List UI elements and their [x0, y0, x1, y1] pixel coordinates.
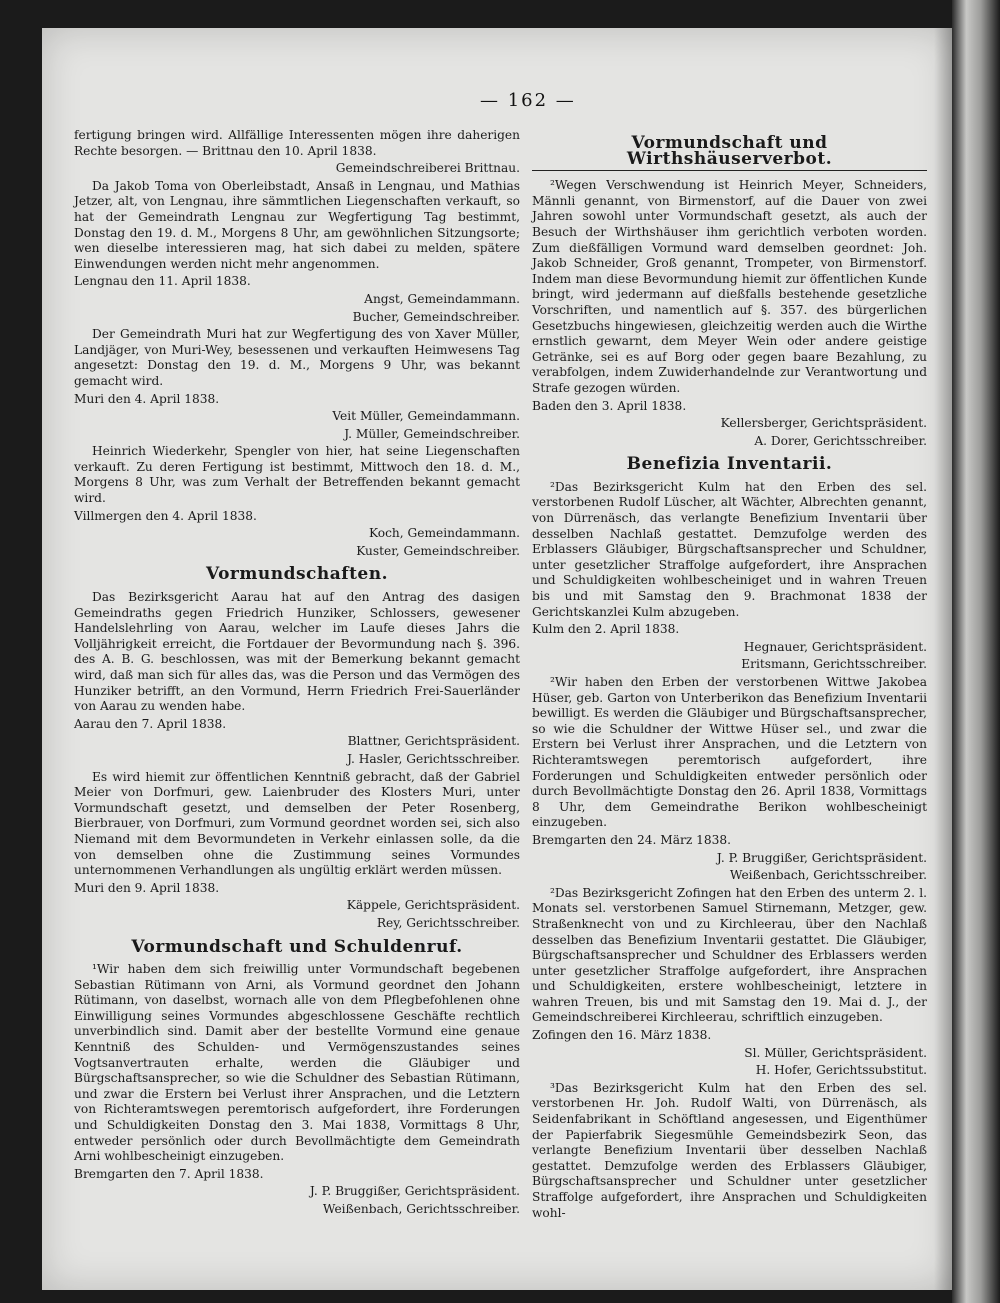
page-number: — 162 —: [480, 90, 576, 111]
section-heading: Vormundschaften.: [205, 564, 389, 585]
notice-paragraph: ²Das Bezirksgericht Zofingen hat den Erben des unterm 2. l. Monats sel. verstorbenen Samuel Stirnemann, Metzger, gew. Straßenknecht von und zu Kirchleerau, über den Nachlaß desselben das Benefizium Inventarii gestattet. Die Gläubiger, Bürgschaftsansprecher und Schuldner des Erblassers werden unter gesetzlicher Straffolge aufgefordert, ihre Ansprachen und Schuldigkeiten, erstere wohlbescheinigt, letztere in wahren Treuen, bis und mit Samstag den 19. Mai d. J., der Gemeindschreiberei Kirchleerau, schriftlich einzugeben.: [532, 885, 927, 1025]
notice-paragraph: Da Jakob Toma von Oberleibstadt, Ansaß in Lengnau, und Mathias Jetzer, alt, von Lengnau, ihre sämmtlichen Liegenschaften verkauft, so hat der Gemeindrath Lengnau zur Wegfertigung Tag bestimmt, Donstag den 19. d. M., Morgens 8 Uhr, am gewöhnlichen Sitzungsorte; wen dieselbe interessieren mag, hat sich dabei zu melden, spätere Einwendungen werden nicht mehr angenommen.: [74, 178, 520, 271]
signature: J. Müller, Gemeindschreiber.: [344, 426, 520, 441]
notice-place-date: Kulm den 2. April 1838.: [532, 622, 680, 637]
signature: Bucher, Gemeindschreiber.: [352, 309, 520, 324]
signature: Kellersberger, Gerichtspräsident.: [720, 416, 927, 431]
notice-paragraph: Das Bezirksgericht Aarau hat auf den Antrag des dasigen Gemeindraths gegen Friedrich Hunziker, Schlossers, gewesener Handelslehrling von Aarau, welcher im Laufe dieses Jahrs die Volljährigkeit erreicht, die Fortdauer der Bevormundung nach §. 396. des A. B. G. beschlossen, was mit der Bemerkung bekannt gemacht wird, daß man sich für alles das, was die Person und das Vermögen des Hunziker betrifft, an den Vormund, Herrn Friedrich Frei-Sauerländer von Aarau zu wenden habe.: [74, 590, 520, 714]
notice-place-date: Bremgarten den 24. März 1838.: [532, 832, 732, 847]
notice-paragraph: ²Wegen Verschwendung ist Heinrich Meyer, Schneiders, Männli genannt, von Birmenstorf, auf die Dauer von zwei Jahren sowohl unter Vormundschaft gesetzt, als auch der Besuch der Wirthshäuser ihm gerichtlich verboten worden. Zum dießfälligen Vormund ward demselben geordnet: Joh. Jakob Schneider, Groß genannt, Trompeter, von Birmenstorf. Indem man diese Bevormundung hiemit zur öffentlichen Kunde bringt, wird jedermann auf dießfalls bestehende gesetzliche Vorschriften, und namentlich auf §. 357. des bürgerlichen Gesetzbuchs hingewiesen, gleichzeitig werden auch die Wirthe ernstlich gewarnt, dem Meyer Wein oder andere geistige Getränke, sei es auf Borg oder gegen baare Bezahlung, zu verabfolgen, indem Zuwiderhandelnde zur Verantwortung und Strafe gezogen würden.: [532, 178, 927, 395]
notice-place-date: Bremgarten den 7. April 1838.: [74, 1166, 264, 1181]
signature: J. Hasler, Gerichtsschreiber.: [347, 751, 520, 766]
signature: Kuster, Gemeindschreiber.: [356, 543, 520, 558]
notice-paragraph: Heinrich Wiederkehr, Spengler von hier, hat seine Liegenschaften verkauft. Zu deren Fertigung ist bestimmt, Mittwoch den 18. d. M., Morgens 8 Uhr, was zum Verhalt der Betreffenden bekannt gemacht wird.: [74, 444, 520, 506]
notice-paragraph: ³Das Bezirksgericht Kulm hat den Erben des sel. verstorbenen Hr. Joh. Rudolf Walti, von Dürrenäsch, als Seidenfabrikant in Schöftland angesessen, und Eigenthümer der Papierfabrik Siegesmühle Gemeindsbezirk Seon, das verlangte Benefizium Inventarii über desselben Nachlaß gestattet. Demzufolge werden des Erblassers Gläubiger, Bürgschaftsansprecher und Schuldner unter gesetzlicher Straffolge aufgefordert, ihre Ansprachen und Schuldigkeiten wohl-: [532, 1080, 927, 1220]
signature: Koch, Gemeindammann.: [368, 526, 520, 541]
right-column: [532, 128, 927, 1223]
signature: Weißenbach, Gerichtsschreiber.: [322, 1202, 520, 1216]
notice-place-date: Zofingen den 16. März 1838.: [532, 1028, 712, 1043]
signature: Hegnauer, Gerichtspräsident.: [743, 639, 927, 654]
signature: Eritsmann, Gerichtsschreiber.: [741, 657, 927, 672]
notice-place-date: Muri den 4. April 1838.: [74, 391, 220, 406]
section-heading: Benefizia Inventarii.: [626, 454, 833, 475]
signature: Gemeindschreiberei Brittnau.: [335, 161, 520, 176]
signature: Veit Müller, Gemeindammann.: [332, 409, 520, 424]
signature: Blattner, Gerichtspräsident.: [347, 734, 520, 749]
notice-paragraph: ¹Wir haben dem sich freiwillig unter Vormundschaft begebenen Sebastian Rütimann von Arni, als Vormund geordnet den Johann Rütimann, von daselbst, wornach alle von dem Pflegbefohlenen ohne Einwilligung seines Vormundes abgeschlossene Geschäfte rechtlich unverbindlich sind. Damit aber der bestellte Vormund eine genaue Kenntniß des Schulden- und Vermögenszustandes seines Vogtsanvertrauten erhalte, werden die Gläubiger und Bürgschaftsansprecher, so wie die Schuldner des Sebastian Rütimann, und zwar die Erstern bei Verlust ihrer Ansprachen, und die Letztern von Richteramtswegen peremtorisch aufgefordert, ihre Forderungen und Schuldigkeiten Donstag den 3. Mai 1838, Vormittags 8 Uhr, entweder persönlich oder durch Bevollmächtigte dem Gemeindrath Arni wohlbescheinigt einzugeben.: [74, 962, 520, 1164]
notice-place-date: Muri den 9. April 1838.: [74, 880, 220, 895]
signature: Sl. Müller, Gerichtspräsident.: [744, 1045, 927, 1060]
notice-paragraph: ²Das Bezirksgericht Kulm hat den Erben des sel. verstorbenen Rudolf Lüscher, alt Wächter, Albrechten genannt, von Dürrenäsch, das verlangte Benefizium Inventarii über desselben Nachlaß gestattet. Demzufolge werden des Erblassers Gläubiger, Bürgschaftsansprecher und Schuldner, unter gesetzlicher Straffolge aufgefordert, ihre Ansprachen und Schuldigkeiten wohlbescheiniget und in wahren Treuen bis und mit Samstag den 9. Brachmonat 1838 der Gerichtskanzlei Kulm abzugeben.: [532, 479, 927, 619]
signature: H. Hofer, Gerichtssubstitut.: [755, 1063, 927, 1078]
signature: A. Dorer, Gerichtsschreiber.: [754, 433, 927, 448]
signature: Angst, Gemeindammann.: [364, 291, 520, 306]
book-page-edge: [952, 0, 1000, 1303]
notice-paragraph: Es wird hiemit zur öffentlichen Kenntniß gebracht, daß der Gabriel Meier von Dorfmuri, gew. Laienbruder des Klosters Muri, unter Vormundschaft gesetzt, und demselben der Peter Rosenberg, Bierbrauer, von Dorfmuri, zum Vormund geordnet worden sei, sich also Niemand mit dem Bevormundeten in Verkehr einlassen solle, da die von demselben ohne die Zustimmung seines Vormundes unternommenen Verhandlungen als ungültig erklärt werden müssen.: [74, 769, 520, 878]
notice-place-date: Villmergen den 4. April 1838.: [74, 508, 257, 523]
notice-continuation: fertigung bringen wird. Allfällige Interessenten mögen ihre daherigen Rechte besorgen. — Brittnau den 10. April 1838.: [74, 128, 520, 158]
notice-paragraph: ²Wir haben den Erben der verstorbenen Wittwe Jakobea Hüser, geb. Garton von Unterberikon das Benefizium Inventarii bewilligt. Es werden die Gläubiger und Bürgschaftsansprecher, so wie die Schuldner der Wittwe Hüser sel., und zwar die Erstern bei Verlust ihrer Ansprachen, und die Letztern von Richteramtswegen peremtorisch aufgefordert, ihre Forderungen und Schuldigkeiten entweder persönlich oder durch Bevollmächtigte Donstag den 26. April 1838, Vormittags 8 Uhr, dem Gemeindrathe Berikon wohlbescheinigt einzugeben.: [532, 675, 927, 830]
signature: Käppele, Gerichtspräsident.: [346, 898, 520, 913]
notice-place-date: Baden den 3. April 1838.: [532, 398, 687, 413]
signature: Weißenbach, Gerichtsschreiber.: [729, 868, 927, 883]
signature: J. P. Bruggißer, Gerichtspräsident.: [716, 850, 927, 865]
notice-place-date: Lengnau den 11. April 1838.: [74, 274, 251, 289]
signature: J. P. Bruggißer, Gerichtspräsident.: [309, 1184, 520, 1199]
notice-paragraph: Der Gemeindrath Muri hat zur Wegfertigung des von Xaver Müller, Landjäger, von Muri-Wey, besessenen und verkauften Heimwesens Tag angesetzt: Donstag den 19. d. M., Morgens 9 Uhr, was bekannt gemacht wird.: [74, 327, 520, 388]
signature: Rey, Gerichtsschreiber.: [376, 915, 520, 930]
section-heading: Vormundschaft und Wirthshäuserverbot.: [532, 136, 927, 171]
left-column: [74, 128, 520, 1220]
notice-place-date: Aarau den 7. April 1838.: [74, 716, 227, 731]
section-heading: Vormundschaft und Schuldenruf.: [131, 936, 463, 957]
